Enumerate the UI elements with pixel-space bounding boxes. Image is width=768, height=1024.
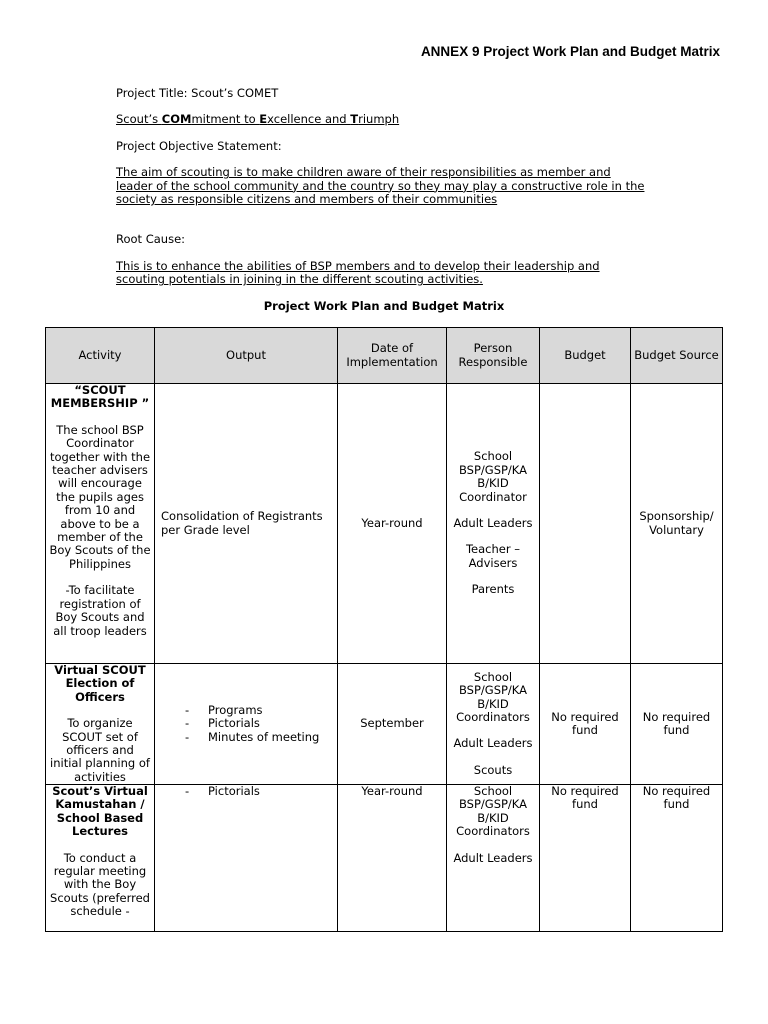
output-cell bbox=[155, 664, 338, 785]
activity-description: To organize SCOUT set of officers and initial planning of activities bbox=[50, 716, 150, 784]
table-title: Project Work Plan and Budget Matrix bbox=[263, 299, 505, 313]
person-cell bbox=[447, 664, 540, 785]
budget-cell: No required fund bbox=[540, 664, 631, 785]
acronym-part: COM bbox=[161, 112, 192, 127]
header-date: Date of Implementation bbox=[338, 328, 447, 384]
header-source: Budget Source bbox=[631, 328, 723, 384]
activity-title: “SCOUT MEMBERSHIP ” bbox=[50, 384, 150, 411]
acronym-part: mitment to bbox=[191, 112, 260, 127]
output-item: - Programs bbox=[185, 704, 337, 717]
output-item: - Minutes of meeting bbox=[185, 731, 337, 744]
activity-title: Scout’s Virtual Kamustahan / School Based Lectures bbox=[52, 785, 148, 839]
root-cause-statement bbox=[116, 260, 676, 287]
activity-description: -To facilitate registration of Boy Scouts and all troop leaders bbox=[53, 583, 147, 638]
table-row bbox=[46, 785, 723, 932]
table-row bbox=[46, 384, 723, 664]
date-cell: September bbox=[338, 664, 447, 785]
project-intro bbox=[116, 87, 676, 287]
person-entry: School BSP/GSP/KA B/KID Coordinators bbox=[456, 669, 530, 724]
acronym-part: riumph bbox=[358, 112, 400, 127]
person-entry: School BSP/GSP/KA B/KID Coordinator bbox=[458, 449, 528, 504]
output-list bbox=[161, 704, 337, 744]
person-entry: Teacher – Advisers bbox=[465, 542, 520, 570]
budget-cell: No required fund bbox=[540, 785, 631, 932]
activity-cell bbox=[46, 664, 155, 785]
acronym-part: Scout’s bbox=[116, 112, 162, 127]
activity-cell bbox=[46, 785, 155, 932]
activity-cell bbox=[46, 384, 155, 664]
header-person: Person Responsible bbox=[447, 328, 540, 384]
objective-line: leader of the school community and the country so they may play a constructive role in the bbox=[116, 178, 645, 193]
objective-line: The aim of scouting is to make children aware of their responsibilities as member and bbox=[116, 165, 611, 180]
work-plan-table bbox=[45, 327, 723, 932]
person-entry: Parents bbox=[471, 582, 515, 597]
output-item: - Pictorials bbox=[185, 717, 337, 730]
source-cell: No required fund bbox=[631, 664, 723, 785]
date-cell: Year-round bbox=[338, 384, 447, 664]
activity-description: To conduct a regular meeting with the Boy Scouts (preferred schedule - bbox=[50, 850, 150, 919]
person-cell bbox=[447, 384, 540, 664]
header-activity: Activity bbox=[46, 328, 155, 384]
source-cell: Sponsorship/ Voluntary bbox=[631, 384, 723, 664]
person-entry: Adult Leaders bbox=[453, 850, 533, 865]
project-acronym bbox=[116, 113, 676, 126]
objective-statement bbox=[116, 166, 676, 206]
acronym-part: E bbox=[259, 112, 268, 127]
activity-title: Virtual SCOUT Election of Officers bbox=[54, 664, 146, 704]
root-cause-line: scouting potentials in joining in the different scouting activities. bbox=[116, 272, 483, 287]
table-row bbox=[46, 664, 723, 785]
person-entry: Scouts bbox=[473, 762, 513, 777]
activity-description: The school BSP Coordinator together with the teacher advisers will encourage the pupils ages from 10 and above to be a member of the Boy Scouts of the Philippines bbox=[49, 422, 151, 571]
budget-cell bbox=[540, 384, 631, 664]
output-text: Consolidation of Registrants per Grade level bbox=[161, 509, 323, 537]
output-cell bbox=[155, 384, 338, 664]
output-cell bbox=[155, 785, 338, 932]
root-cause-line: This is to enhance the abilities of BSP members and to develop their leadership and bbox=[116, 258, 600, 273]
table-header-row bbox=[46, 328, 723, 384]
objective-label: Project Objective Statement: bbox=[116, 138, 282, 153]
output-list bbox=[161, 785, 337, 798]
project-title: Project Title: Scout’s COMET bbox=[116, 86, 279, 100]
acronym-part: T bbox=[350, 112, 359, 127]
acronym-part: xcellence and bbox=[267, 112, 351, 127]
header-output: Output bbox=[155, 328, 338, 384]
root-cause-label: Root Cause: bbox=[116, 232, 186, 247]
person-cell bbox=[447, 785, 540, 932]
header-budget: Budget bbox=[540, 328, 631, 384]
source-cell: No required fund bbox=[631, 785, 723, 932]
person-entry: Adult Leaders bbox=[453, 516, 533, 530]
person-entry: School BSP/GSP/KA B/KID Coordinators bbox=[456, 784, 530, 839]
annex-header: ANNEX 9 Project Work Plan and Budget Matrix bbox=[420, 44, 720, 59]
output-item: - Pictorials bbox=[185, 785, 337, 798]
objective-line: society as responsible citizens and members of their communities bbox=[116, 192, 498, 207]
date-cell: Year-round bbox=[338, 785, 447, 932]
person-entry: Adult Leaders bbox=[453, 736, 533, 751]
